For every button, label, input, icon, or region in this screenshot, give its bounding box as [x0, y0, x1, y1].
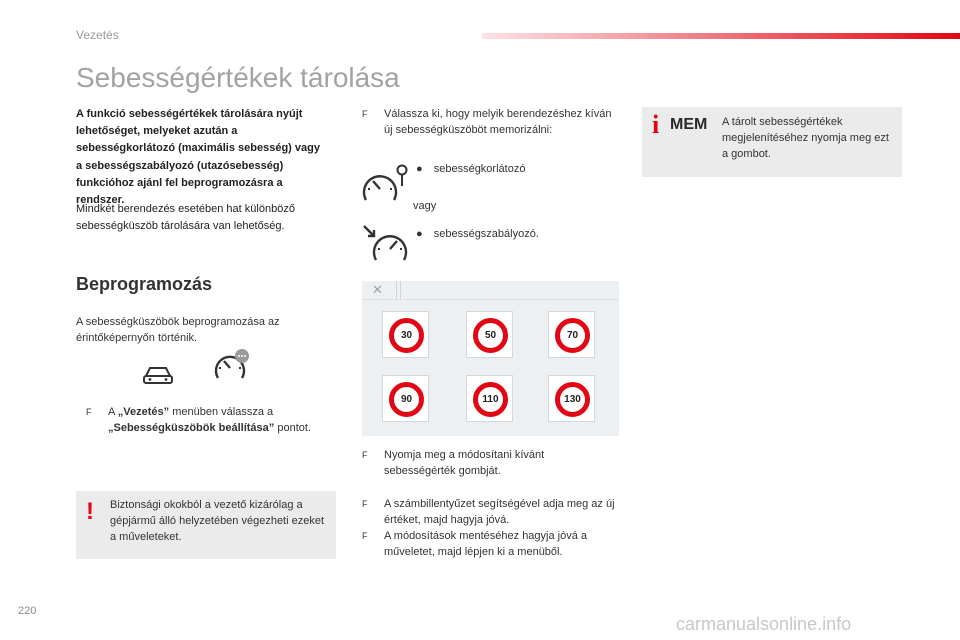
- info-icon: i: [652, 110, 660, 139]
- header-accent-bar: [482, 33, 960, 39]
- watermark: carmanualsonline.info: [676, 614, 852, 634]
- page-title: Sebességértékek tárolása: [76, 62, 400, 93]
- option-limiter-label: sebességkorlátozó: [433, 163, 526, 175]
- step-marker: F: [86, 407, 92, 417]
- speed-sign-button[interactable]: [466, 375, 513, 422]
- warning-text: Biztonsági okokból a vezető kizárólag a gépjármű álló helyzetében végezheti ezeket a műveleteket.: [110, 499, 325, 543]
- step-enter-value: [362, 496, 624, 530]
- speed-sign-button[interactable]: [548, 375, 595, 422]
- step-marker: F: [362, 109, 368, 119]
- speed-sign: 50: [473, 318, 508, 353]
- speed-sign-button[interactable]: [382, 375, 429, 422]
- bullet-icon: ●: [416, 163, 423, 175]
- speed-limiter-icon: [360, 162, 412, 206]
- speedometer-icon: [212, 348, 252, 384]
- step-suffix: pontot.: [274, 422, 311, 434]
- touchscreen-panel: [362, 281, 619, 436]
- speed-sign: 130: [555, 382, 590, 417]
- intro-bold-paragraph: A funkció sebességértékek tárolására nyújt lehetőséget, melyeket azután a sebességkorlátozó (maximális sebesség) vagy a sebességszabályozó (utazósebesség) funkcióhoz ajánl fel beprogramozásra a rendszer.: [76, 108, 320, 207]
- option-cruise-label: sebességszabályozó.: [433, 228, 539, 240]
- choice-text: Válassza ki, hogy melyik berendezéshez kíván új sebességküszöböt memorizálni:: [384, 108, 612, 136]
- step-press-value: [362, 447, 624, 481]
- warning-icon: !: [86, 498, 94, 525]
- speed-sign: 110: [473, 382, 508, 417]
- step-marker: F: [362, 531, 368, 541]
- close-icon[interactable]: ✕: [372, 282, 383, 297]
- speed-sign-button[interactable]: [548, 311, 595, 358]
- choice-step: [362, 106, 624, 140]
- option-limiter: [416, 163, 525, 175]
- or-text: vagy: [413, 200, 437, 212]
- step-menu-name: „Vezetés”: [117, 406, 170, 418]
- speed-sign: 70: [555, 318, 590, 353]
- page-number: 220: [18, 605, 37, 617]
- section-header: Vezetés: [76, 28, 119, 42]
- programming-text: A sebességküszöbök beprogramozása az érintőképernyőn történik.: [76, 316, 280, 344]
- info-text: A tárolt sebességértékek megjelenítéséhez nyomja meg ezt a gombot.: [722, 116, 889, 160]
- speed-sign-button[interactable]: [466, 311, 513, 358]
- car-icon: [140, 362, 176, 388]
- mem-button-label: MEM: [670, 116, 708, 133]
- bullet-icon: ●: [416, 228, 423, 240]
- step-text: A számbillentyűzet segítségével adja meg az új értéket, majd hagyja jóvá.: [384, 498, 615, 526]
- step-marker: F: [362, 450, 368, 460]
- programming-step: [86, 404, 346, 438]
- step-middle: menüben válassza a: [169, 406, 274, 418]
- step-marker: F: [362, 499, 368, 509]
- step-save-exit: [362, 528, 624, 562]
- programming-heading: Beprogramozás: [76, 274, 213, 294]
- step-text: A módosítások mentéséhez hagyja jóvá a műveletet, majd lépjen ki a menüből.: [384, 530, 588, 558]
- speed-sign: 90: [389, 382, 424, 417]
- cruise-control-icon: [360, 222, 412, 266]
- step-prefix: A: [108, 406, 118, 418]
- speed-sign: 30: [389, 318, 424, 353]
- option-cruise: [416, 228, 539, 240]
- step-menu-item: „Sebességküszöbök beállítása”: [108, 422, 275, 434]
- speed-sign-button[interactable]: [382, 311, 429, 358]
- intro-paragraph: Mindkét berendezés esetében hat különböző sebességküszöb tárolására van lehetőség.: [76, 203, 295, 232]
- step-text: Nyomja meg a módosítani kívánt sebességérték gombját.: [384, 449, 545, 477]
